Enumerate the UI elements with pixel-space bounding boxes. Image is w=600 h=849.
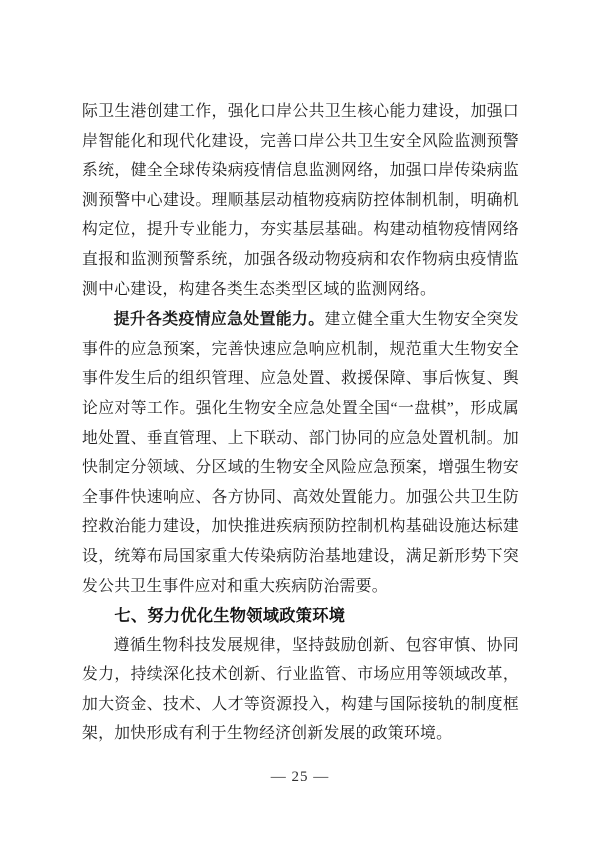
paragraph-policy-environment: 遵循生物科技发展规律，坚持鼓励创新、包容审慎、协同发力，持续深化技术创新、行业监管、市场应用等领域改革，加大资金、技术、人才等资源投入，构建与国际接轨的制度框架，加快形成有利于生物经济创新发展的政策环境。: [82, 636, 519, 743]
paragraph-emergency-response: [82, 304, 519, 601]
document-body: [82, 97, 519, 749]
page-number: — 25 —: [270, 769, 330, 785]
paragraph-body-text: 建立健全重大生物安全突发事件的应急预案，完善快速应急响应机制，规范重大生物安全事件发生后的组织管理、应急处置、救援保障、事后恢复、舆论应对等工作。强化生物安全应急处置全国“一盘棋”，形成属地处置、垂直管理、上下联动、部门协同的应急处置机制。加快制定分领域、分区域的生物安全风险应急预案，增强生物安全事件快速响应、各方协同、高效处置能力。加强公共卫生防控救治能力建设，加快推进疾病预防控制机构基础设施达标建设，统筹布局国家重大传染病防治基地建设，满足新形势下突发公共卫生事件应对和重大疾病防治需要。: [82, 311, 519, 595]
paragraph-lead-emphasis: 提升各类疫情应急处置能力。: [113, 309, 325, 329]
paragraph-continuation: 际卫生港创建工作，强化口岸公共卫生核心能力建设，加强口岸智能化和现代化建设，完善口岸公共卫生安全风险监测预警系统，健全全球传染病疫情信息监测网络，加强口岸传染病监测预警中心建设。理顺基层动植物疫病防控体制机制，明确机构定位，提升专业能力，夯实基层基础。构建动植物疫情网络直报和监测预警系统，加强各级动物疫病和农作物病虫疫情监测中心建设，构建各类生态类型区域的监测网络。: [82, 103, 519, 298]
section-heading-7: 七、努力优化生物领域政策环境: [114, 606, 346, 626]
